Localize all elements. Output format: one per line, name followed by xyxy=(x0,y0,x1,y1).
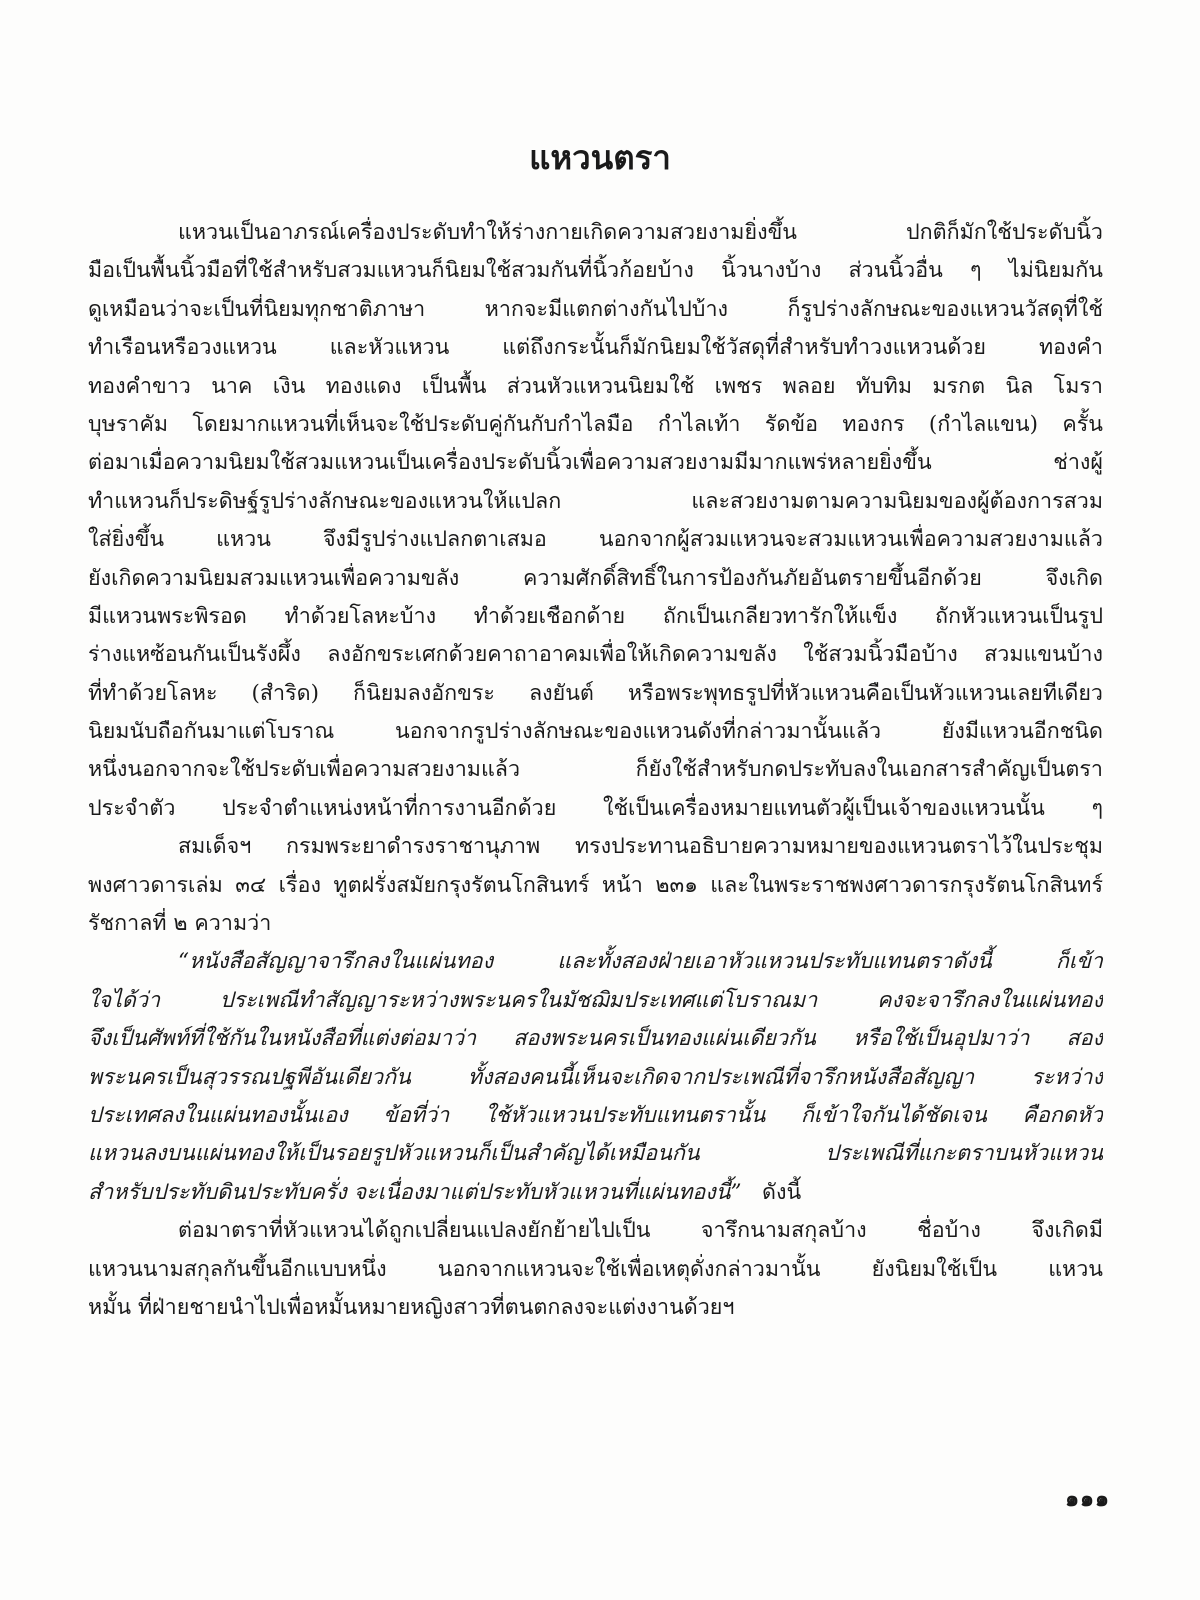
quote-line: ใจได้ว่า ประเพณีทำสัญญาระหว่างพระนครในมัชฌิมประเทศแต่โบราณมา คงจะจารึกลงในแผ่นทอง xyxy=(88,987,1103,1013)
text-line: ร่างแหซ้อนกันเป็นรังผึ้ง ลงอักขระเศกด้วยคาถาอาคมเพื่อให้เกิดความขลัง ใช้สวมนิ้วมือบ้าง สวมแขนบ้าง xyxy=(88,642,1103,668)
text-line: ดูเหมือนว่าจะเป็นที่นิยมทุกชาติภาษา หากจะมีแตกต่างกันไปบ้าง ก็รูปร่างลักษณะของแหวนวัสดุที่ใช้ xyxy=(88,296,1103,322)
quote-last-line xyxy=(88,1174,1103,1212)
quote-line: “หนังสือสัญญาจารึกลงในแผ่นทอง และทั้งสองฝ่ายเอาหัวแหวนประทับแทนตราดังนี้ ก็เข้า xyxy=(178,949,1103,975)
quote-line: จึงเป็นศัพท์ที่ใช้กันในหนังสือที่แต่งต่อมาว่า สองพระนครเป็นทองแผ่นเดียวกัน หรือใช้เป็นอุปมาว่า สอง xyxy=(88,1026,1103,1052)
text-line: ที่ทำด้วยโลหะ (สำริด) ก็นิยมลงอักขระ ลงยันต์ หรือพระพุทธรูปที่หัวแหวนคือเป็นหัวแหวนเลยทีเดียว xyxy=(88,680,1103,706)
article-body xyxy=(88,214,1103,1327)
paragraph-2 xyxy=(88,828,1103,943)
text-line: บุษราคัม โดยมากแหวนที่เห็นจะใช้ประดับคู่กันกับกำไลมือ กำไลเท้า รัดข้อ ทองกร (กำไลแขน) ครั้น xyxy=(88,411,1103,437)
text-line: แหวนเป็นอาภรณ์เครื่องประดับทำให้ร่างกายเกิดความสวยงามยิ่งขึ้น ปกติก็มักใช้ประดับนิ้ว xyxy=(178,220,1103,245)
text-line: ทองคำขาว นาค เงิน ทองแดง เป็นพื้น ส่วนหัวแหวนนิยมใช้ เพชร พลอย ทับทิม มรกต นิล โมรา xyxy=(88,373,1103,399)
text-line: ทำเรือนหรือวงแหวน และหัวแหวน แต่ถึงกระนั้นก็มักนิยมใช้วัสดุที่สำหรับทำวงแหวนด้วย ทองคำ xyxy=(88,335,1103,361)
paragraph-1 xyxy=(88,214,1103,828)
paragraph-3 xyxy=(88,1212,1103,1327)
text-line: หนึ่งนอกจากจะใช้ประดับเพื่อความสวยงามแล้ว ก็ยังใช้สำหรับกดประทับลงในเอกสารสำคัญเป็นตรา xyxy=(88,757,1103,783)
text-line: ยังเกิดความนิยมสวมแหวนเพื่อความขลัง ความศักดิ์สิทธิ์ในการป้องกันภัยอันตรายขึ้นอีกด้วย จึงเกิด xyxy=(88,565,1103,591)
text-line: ต่อมาตราที่หัวแหวนได้ถูกเปลี่ยนแปลงยักย้ายไปเป็น จารึกนามสกุลบ้าง ชื่อบ้าง จึงเกิดมี xyxy=(178,1218,1103,1244)
block-quote xyxy=(88,943,1103,1212)
quote-line: สำหรับประทับดินประทับครั่ง จะเนื่องมาแต่ประทับหัวแหวนที่แผ่นทองนี้” xyxy=(88,1179,742,1205)
quote-line: พระนครเป็นสุวรรณปฐพีอันเดียวกัน ทั้งสองคนนี้เห็นจะเกิดจากประเพณีที่จารึกหนังสือสัญญา ระหว่าง xyxy=(88,1064,1103,1090)
text-line: ใส่ยิ่งขึ้น แหวน จึงมีรูปร่างแปลกตาเสมอ นอกจากผู้สวมแหวนจะสวมแหวนเพื่อความสวยงามแล้ว xyxy=(88,527,1103,553)
text-line: มือเป็นพื้นนิ้วมือที่ใช้สำหรับสวมแหวนก็นิยมใช้สวมกันที่นิ้วก้อยบ้าง นิ้วนางบ้าง ส่วนนิ้วอื่น ๆ ไม่นิยมกัน xyxy=(88,258,1103,284)
page-title: แหวนตรา xyxy=(529,138,671,177)
page-number: ๑๑๑ xyxy=(1065,1486,1110,1512)
text-line: สมเด็จฯ กรมพระยาดำรงราชานุภาพ ทรงประทานอธิบายความหมายของแหวนตราไว้ในประชุม xyxy=(178,834,1103,860)
text-line: หมั้น ที่ฝ่ายชายนำไปเพื่อหมั้นหมายหญิงสาวที่ตนตกลงจะแต่งงานด้วยฯ xyxy=(88,1294,735,1320)
quote-line: ประเทศลงในแผ่นทองนั้นเอง ข้อที่ว่า ใช้หัวแหวนประทับแทนตรานั้น ก็เข้าใจกันได้ชัดเจน คือกดหัว xyxy=(88,1102,1103,1128)
text-line: ทำแหวนก็ประดิษฐ์รูปร่างลักษณะของแหวนให้แปลก และสวยงามตามความนิยมของผู้ต้องการสวม xyxy=(88,488,1103,514)
text-line: ต่อมาเมื่อความนิยมใช้สวมแหวนเป็นเครื่องประดับนิ้วเพื่อความสวยงามมีมากแพร่หลายยิ่งขึ้น ช่างผู้ xyxy=(88,450,1103,476)
text-line: นิยมนับถือกันมาแต่โบราณ นอกจากรูปร่างลักษณะของแหวนดังที่กล่าวมานั้นแล้ว ยังมีแหวนอีกชนิด xyxy=(88,719,1103,745)
text-line: พงศาวดารเล่ม ๓๔ เรื่อง ทูตฝรั่งสมัยกรุงรัตนโกสินทร์ หน้า ๒๓๑ และในพระราชพงศาวดารกรุงรัตนโกสินทร์ xyxy=(88,872,1103,898)
quote-line: แหวนลงบนแผ่นทองให้เป็นรอยรูปหัวแหวนก็เป็นสำคัญได้เหมือนกัน ประเพณีที่แกะตราบนหัวแหวน xyxy=(88,1141,1103,1167)
text-line: รัชกาลที่ ๒ ความว่า xyxy=(88,911,272,937)
quote-tail: ดังนี้ xyxy=(762,1179,802,1205)
text-line: แหวนนามสกุลกันขึ้นอีกแบบหนึ่ง นอกจากแหวนจะใช้เพื่อเหตุดั่งกล่าวมานั้น ยังนิยมใช้เป็น แหวน xyxy=(88,1256,1103,1282)
text-line: ประจำตัว ประจำตำแหน่งหน้าที่การงานอีกด้วย ใช้เป็นเครื่องหมายแทนตัวผู้เป็นเจ้าของแหวนนั้น ๆ xyxy=(88,795,1103,821)
text-line: มีแหวนพระพิรอด ทำด้วยโลหะบ้าง ทำด้วยเชือกด้าย ถักเป็นเกลียวทารักให้แข็ง ถักหัวแหวนเป็นรูป xyxy=(88,603,1103,629)
